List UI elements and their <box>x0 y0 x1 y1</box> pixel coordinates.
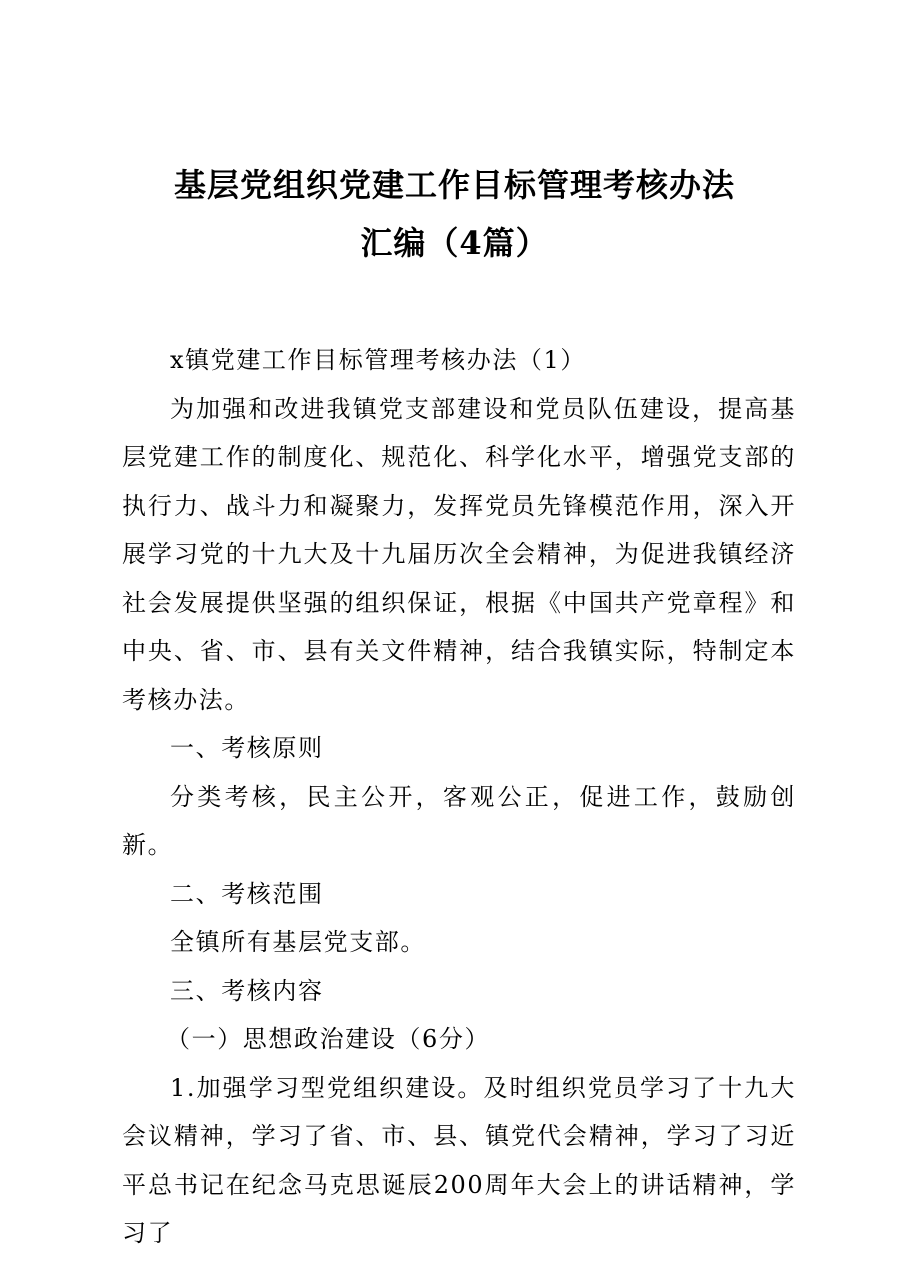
section-heading-content: 三、考核内容 <box>170 976 324 1005</box>
subsection-heading-ideology: （一）思想政治建设（6分） <box>166 1025 491 1053</box>
section-heading-scope: 二、考核范围 <box>170 879 324 908</box>
scope-paragraph: 全镇所有基层党支部。 <box>170 928 426 956</box>
document-title-line-2: 汇编（4篇） <box>360 224 549 262</box>
item-paragraph-1: 1.加强学习型党组织建设。及时组织党员学习了十九大会议精神，学习了省、市、县、镇党代会精神，学习了习近平总书记在纪念马克思诞辰200周年大会上的讲话精神，学习了 <box>122 1073 796 1247</box>
section-subtitle: x镇党建工作目标管理考核办法（1） <box>170 346 587 374</box>
document-body <box>122 336 796 1258</box>
intro-paragraph: 为加强和改进我镇党支部建设和党员队伍建设，提高基层党建工作的制度化、规范化、科学化水平，增强党支部的执行力、战斗力和凝聚力，发挥党员先锋模范作用，深入开展学习党的十九大及十九届历次全会精神，为促进我镇经济社会发展提供坚强的组织保证，根据《中国共产党章程》和中央、省、市、县有关文件精神，结合我镇实际，特制定本考核办法。 <box>122 394 796 714</box>
section-heading-principles: 一、考核原则 <box>170 734 324 762</box>
principles-paragraph: 分类考核，民主公开，客观公正，促进工作，鼓励创新。 <box>122 782 796 859</box>
document-title-line-1: 基层党组织党建工作目标管理考核办法 <box>173 166 735 204</box>
